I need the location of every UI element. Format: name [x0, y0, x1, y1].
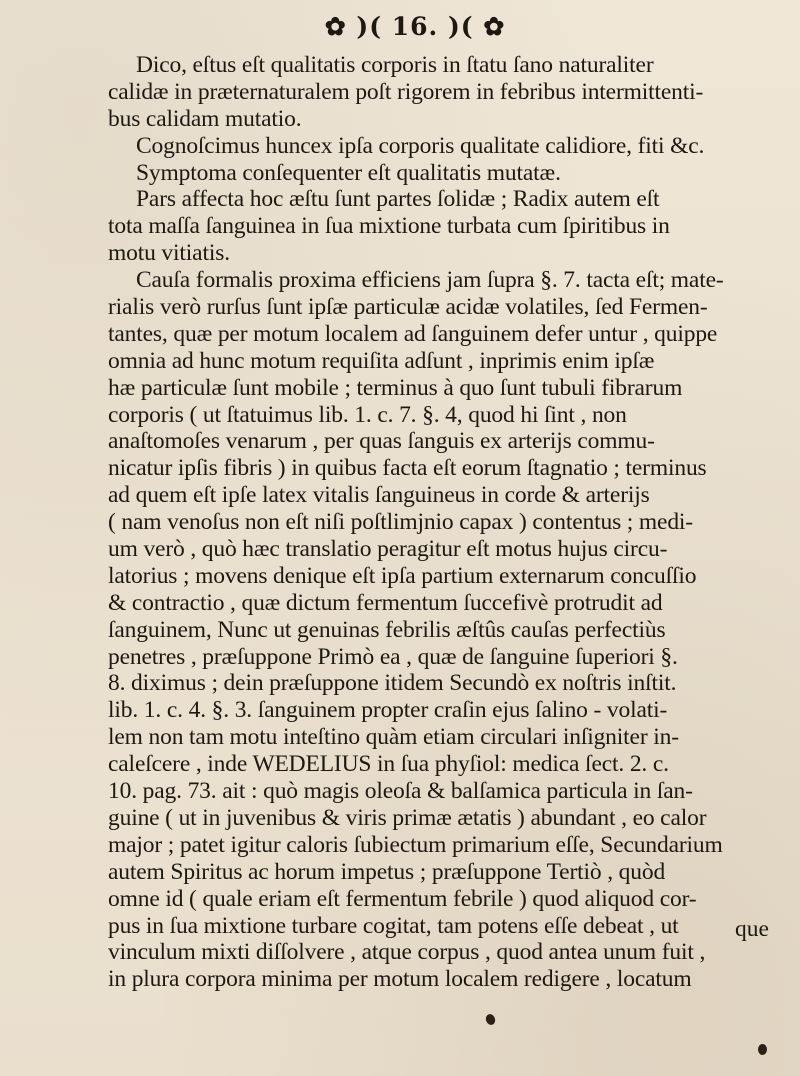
text-line: 10. pag. 73. ait : quò magis oleoſa & balſamica particula in ſan- — [108, 778, 693, 805]
text-line: vinculum mixti diſſolvere , atque corpus , quod antea unum fuit , — [108, 939, 706, 966]
text-line: Cauſa formalis proxima efficiens jam ſupra §. 7. tacta eſt; mate- — [136, 267, 724, 294]
text-line: corporis ( ut ſtatuimus lib. 1. c. 7. §. 4, quod hi ſint , non — [108, 401, 627, 428]
text-line: 8. diximus ; dein præſuppone itidem Secundò ex noſtris inſtit. — [108, 670, 677, 697]
text-line: Symptoma conſequenter eſt qualitatis mutatæ. — [136, 159, 561, 186]
page-header — [290, 6, 540, 48]
text-line: Dico, eſtus eſt qualitatis corporis in ſtatu ſano naturaliter — [136, 52, 654, 78]
text-line: lib. 1. c. 4. §. 3. ſanguinem propter craſin ejus ſalino - volati- — [108, 697, 668, 724]
text-line: Pars affecta hoc æſtu ſunt partes ſolidæ ; Radix autem eſt — [136, 186, 660, 213]
text-line: latorius ; movens denique eſt ipſa partium externarum concuſſio — [108, 562, 697, 589]
text-line: lem non tam motu inteſtino quàm etiam circulari inſigniter in- — [108, 724, 679, 751]
ink-blot-icon — [758, 1044, 767, 1055]
ornament-left-icon: ✿ )( — [324, 12, 392, 41]
text-line: um verò , quò hæc translatio peragitur eſt motus hujus circu- — [108, 536, 668, 563]
text-line: ad quem eſt ipſe latex vitalis ſanguineus in corde & arterijs — [108, 482, 650, 509]
text-line: autem Spiritus ac horum impetus ; præſuppone Tertiò , quòd — [108, 858, 666, 885]
ink-blot-icon — [484, 1013, 496, 1026]
text-line: guine ( ut in juvenibus & viris primæ ætatis ) abundant , eo calor — [108, 804, 707, 831]
text-line: in plura corpora minima per motum localem redigere , locatum — [108, 966, 692, 993]
text-line: tantes, quæ per motum localem ad ſanguinem defer untur , quippe — [108, 320, 718, 347]
text-line: hæ particulæ ſunt mobile ; terminus à quo ſunt tubuli fibrarum — [108, 374, 683, 401]
catchword: que — [735, 916, 769, 942]
text-line: major ; patet igitur caloris ſubiectum primarium eſſe, Secundarium — [108, 831, 723, 858]
text-line: penetres , præſuppone Primò ea , quæ de ſanguine ſuperiori §. — [108, 643, 678, 670]
text-line: omne id ( quale eriam eſt fermentum febrile ) quod aliquod cor- — [108, 885, 697, 912]
text-line: calidæ in præternaturalem poſt rigorem in febribus intermittenti- — [108, 78, 704, 105]
text-line: pus in ſua mixtione turbare cogitat, tam potens eſſe debeat , ut — [108, 912, 679, 939]
text-line: motu vitiatis. — [108, 240, 230, 267]
text-line: omnia ad hunc motum requiſita adſunt , inprimis enim ipſæ — [108, 347, 655, 374]
text-line: rialis verò rurſus ſunt ipſæ particulæ acidæ volatiles, ſed Fermen- — [108, 294, 708, 321]
text-line: bus calidam mutatio. — [108, 105, 302, 132]
text-line: ſanguinem, Nunc ut genuinas febrilis æſtûs cauſas perfectiùs — [108, 616, 666, 643]
text-line: tota maſſa ſanguinea in ſua mixtione turbata cum ſpiritibus in — [108, 213, 670, 240]
body-text — [108, 52, 798, 993]
page-number: 16. — [391, 12, 439, 41]
text-line: & contractio , quæ dictum fermentum ſuccefivè protrudit ad — [108, 589, 663, 616]
text-line: caleſcere , inde WEDELIUS in ſua phyſiol: medica ſect. 2. c. — [108, 751, 669, 778]
text-line: anaſtomoſes venarum , per quas ſanguis ex arterijs commu- — [108, 428, 655, 455]
text-line: Cognoſcimus huncex ipſa corporis qualitate calidiore, fiti &c. — [136, 132, 705, 159]
text-line: ( nam venoſus non eſt niſi poſtlimjnio capax ) contentus ; medi- — [108, 509, 693, 536]
text-line: nicatur ipſis fibris ) in quibus facta eſt eorum ſtagnatio ; terminus — [108, 455, 707, 482]
ornament-right-icon: )( ✿ — [438, 12, 506, 41]
